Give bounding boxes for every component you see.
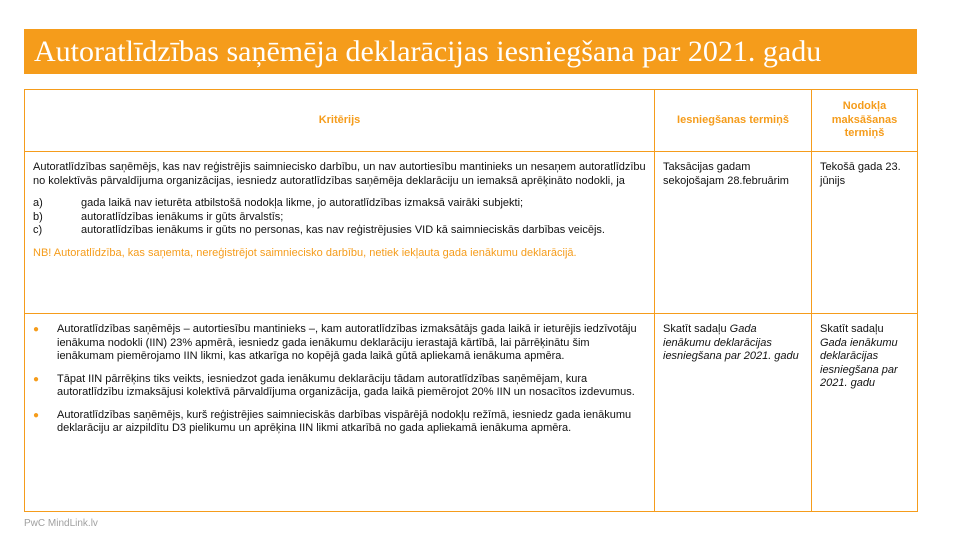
bullet-text: Autoratlīdzības saņēmējs, kurš reģistrējies saimnieciskās darbības vispārējā nodokļu režīmā, iesniedz gada ienākumu deklarāciju ar aizpildītu D3 pielikumu un aprēķina IIN likmi atkarībā no gada apliekamā ienākuma apmēra.: [57, 408, 632, 434]
submission-section-ref: Gada ienākumu deklarācijas iesniegšana par 2021. gadu: [663, 323, 799, 362]
nb-note: NB! Autoratlīdzība, kas saņemta, nereģistrējot saimniecisko darbību, netiek iekļauta gada ienākumu deklarācijā.: [33, 246, 577, 259]
submission-see-label: Skatīt sadaļu: [663, 323, 730, 335]
payment-see-label: Skatīt sadaļu: [820, 323, 884, 335]
criteria-cell: [25, 314, 655, 512]
list-item: [33, 197, 646, 211]
header-criteria: Kritērijs: [25, 90, 655, 152]
list-marker: a): [33, 197, 43, 209]
list-marker: b): [33, 210, 43, 223]
bullet-dot-icon: ●: [33, 409, 40, 421]
list-item: [33, 373, 646, 400]
list-item: [33, 224, 646, 238]
table-header-row: [25, 90, 918, 152]
list-item-text: autoratlīdzības ienākums ir gūts no personas, kas nav reģistrējusies VID kā saimnieciskās darbības veicējs.: [81, 224, 605, 236]
list-item: [33, 211, 646, 225]
header-payment-label: Nodokļa maksāšanas termiņš: [831, 100, 898, 140]
list-item-text: gada laikā nav ieturēta atbilstošā nodokļa likme, jo autoratlīdzības izmaksā vairāki subjekti;: [81, 197, 524, 209]
criteria-table: [24, 89, 918, 512]
table-row: [25, 314, 918, 512]
header-submission-deadline: Iesniegšanas termiņš: [655, 90, 812, 152]
payment-section-ref: Gada ienākumu deklarācijas iesniegšana par 2021. gadu: [820, 336, 898, 389]
criteria-list: [33, 197, 646, 238]
payment-deadline-cell: [812, 314, 918, 512]
list-item: [33, 323, 646, 364]
criteria-cell: [25, 152, 655, 314]
payment-deadline-cell: [812, 152, 918, 314]
list-item-text: autoratlīdzības ienākums ir gūts ārvalstīs;: [81, 210, 284, 223]
page-title: Autoratlīdzības saņēmēja deklarācijas iesniegšana par 2021. gadu: [34, 35, 822, 68]
criteria-bullets: [33, 323, 646, 436]
criteria-intro: Autoratlīdzības saņēmējs, kas nav reģistrējis saimniecisko darbību, un nav autortiesību mantinieks un nesaņem autoratlīdzību no kolektīvās pārvaldījuma organizācijas, iesniedz autoratlīdzības saņēmēja deklarāciju un iemaksā aprēķināto nodokli, ja: [33, 161, 646, 187]
submission-deadline-text: Taksācijas gadam sekojošajam 28.februārim: [663, 161, 789, 187]
title-bar: [24, 29, 917, 74]
bullet-text: Tāpat IIN pārrēķins tiks veikts, iesniedzot gada ienākumu deklarāciju tādam autoratlīdzības saņēmējam, kura autoratlīdzību izmaksājusi kolektīvā pārvaldījuma organizācija, gada laikā piemērojot 20% IIN un nosacītos izdevumus.: [57, 372, 635, 398]
submission-deadline-cell: [655, 314, 812, 512]
bullet-dot-icon: ●: [33, 324, 40, 335]
payment-deadline-text: Tekošā gada 23. jūnijs: [820, 161, 901, 187]
header-payment-deadline: [812, 90, 918, 152]
bullet-text: Autoratlīdzības saņēmējs – autortiesību mantinieks –, kam autoratlīdzības izmaksātājs gada laikā ir ieturējis iedzīvotāju ienākuma nodokli (IIN) 23% apmērā, iesniedz gada ienākumu deklarāciju ierastajā kārtībā, lai pārrēķinātu šim ienākumam piemērojamo IIN likmi, kas atkarīga no kopējā gada laikā gūtā apliekamā ienākuma apmēra.: [57, 323, 637, 362]
footer-source: PwC MindLink.lv: [24, 518, 98, 529]
table-row: [25, 152, 918, 314]
list-marker: c): [33, 224, 43, 236]
list-item: [33, 409, 646, 436]
submission-deadline-cell: [655, 152, 812, 314]
bullet-dot-icon: ●: [33, 373, 40, 385]
